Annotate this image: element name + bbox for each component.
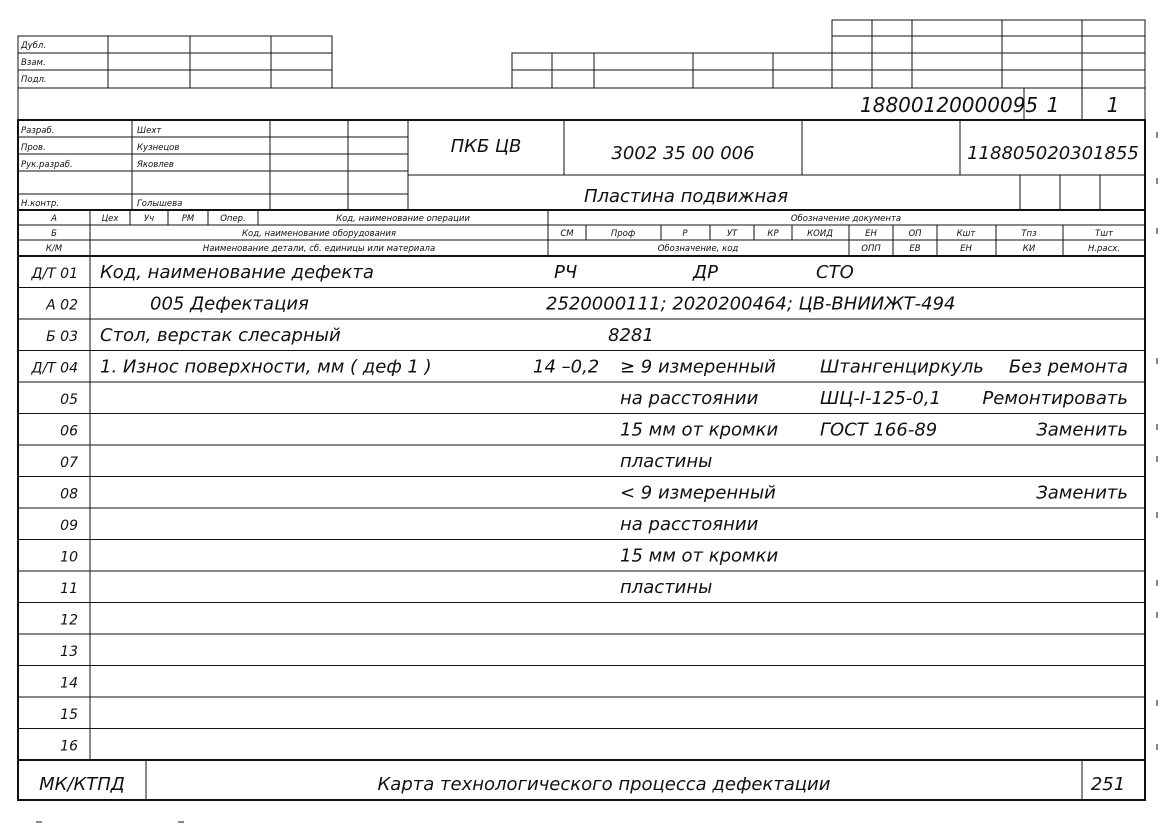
hdr-uch: Уч	[143, 214, 155, 224]
form-code: МК/КТПД	[39, 774, 125, 795]
hdr-km: К/М	[45, 244, 63, 254]
hdr-a: А	[51, 214, 57, 224]
row-cell-c3: пластины	[620, 577, 713, 598]
row-cell-c3: пластины	[620, 451, 713, 472]
row-cell-c4: ГОСТ 166-89	[820, 419, 938, 441]
row-cell-c3: на расстоянии	[620, 514, 759, 535]
hdr-ki: КИ	[1022, 244, 1036, 254]
hdr-ev: ЕВ	[909, 244, 921, 254]
row-cell-c3: 15 мм от кромки	[620, 545, 779, 567]
row-number: А 02	[46, 297, 78, 314]
hdr-nrash: Н.расх.	[1087, 244, 1121, 254]
row-number: 06	[60, 423, 78, 440]
row-number: 10	[60, 549, 78, 566]
document-number: 18800120000095	[860, 93, 1039, 117]
row-cell-c3: на расстоянии	[620, 388, 759, 409]
hdr-kr: КР	[767, 229, 779, 239]
role-prov: Пров.	[21, 143, 46, 153]
footer-block	[18, 760, 1145, 800]
row-cell-c1: Стол, верстак слесарный	[100, 325, 341, 346]
hdr-kst: Кшт	[956, 229, 976, 239]
row-number: 15	[60, 707, 78, 723]
hdr-en2: ЕН	[960, 244, 972, 254]
page-number: 251	[1090, 774, 1126, 795]
hdr-tsht: Тшт	[1095, 229, 1113, 239]
hdr-detail: Наименование детали, сб. единицы или материала	[202, 244, 436, 254]
hdr-doc: Обозначение документа	[790, 214, 902, 224]
hdr-ceh: Цех	[101, 214, 119, 224]
row-cell-c3: ДР	[693, 262, 718, 283]
sheets-total: 1	[1106, 93, 1120, 117]
hdr-b: Б	[51, 229, 57, 239]
row-cell-c4: Штангенциркуль	[820, 356, 984, 378]
row-cell-c4: ШЦ-I-125-0,1	[820, 388, 941, 409]
row-number: Д/Т 01	[31, 266, 78, 282]
hdr-desig-code: Обозначение, код	[657, 244, 739, 254]
row-cell-c5: Заменить	[1036, 482, 1128, 504]
part-name: Пластина подвижная	[583, 186, 789, 207]
role-ruk: Рук.разраб.	[21, 160, 73, 170]
role-nkontr: Н.контр.	[21, 199, 60, 209]
row-cell-c5: Ремонтировать	[982, 388, 1128, 409]
row-number: 13	[60, 644, 78, 660]
row-cell-c3: < 9 измеренный	[620, 482, 776, 504]
hdr-prof: Проф	[610, 229, 636, 239]
hdr-equip: Код, наименование оборудования	[242, 229, 396, 239]
row-cell-c5: Без ремонта	[1008, 356, 1128, 378]
row-number: 12	[60, 612, 78, 629]
row-cell-c2: 8281	[608, 325, 654, 346]
document-number-row	[18, 88, 1145, 120]
row-cell-c4: СТО	[816, 262, 854, 283]
hdr-sm: СМ	[560, 229, 574, 239]
data-rows-grid	[18, 256, 1145, 760]
row-cell-c1: 005 Дефектация	[150, 293, 309, 315]
hdr-tpz: Тпз	[1021, 229, 1037, 239]
row-cell-c3: 15 мм от кромки	[620, 419, 779, 441]
podl-label: Подл.	[21, 75, 47, 85]
row-number: 08	[60, 486, 78, 503]
organization: ПКБ ЦВ	[450, 136, 522, 157]
row-number: Д/Т 04	[31, 360, 78, 377]
row-number: 07	[60, 455, 78, 471]
row-cell-c5: Заменить	[1036, 419, 1128, 441]
hdr-r: Р	[682, 229, 688, 239]
designation: 3002 35 00 006	[611, 143, 755, 164]
hdr-rm: РМ	[181, 214, 195, 224]
hdr-ut: УТ	[726, 229, 738, 239]
hdr-koid: КОИД	[807, 229, 833, 239]
hdr-en: ЕН	[865, 229, 877, 239]
hdr-opp: ОПП	[861, 244, 881, 254]
row-cell-c1: 1. Износ поверхности, мм ( деф 1 )	[100, 356, 432, 378]
top-left-approval-block	[18, 36, 332, 88]
name-prov: Кузнецов	[137, 143, 180, 153]
row-cell-c1: Код, наименование дефекта	[100, 262, 374, 283]
vzam-label: Взам.	[21, 58, 46, 68]
row-cell-c3: ≥ 9 измеренный	[620, 356, 776, 378]
name-razrab: Шехт	[137, 126, 162, 136]
role-razrab: Разраб.	[21, 126, 55, 136]
row-cell-c2: 2520000111; 2020200464; ЦВ-ВНИИЖТ-494	[546, 293, 956, 315]
title-block	[18, 120, 1145, 210]
part-code: 118805020301855	[967, 143, 1139, 164]
row-cell-c2: 14 –0,2	[533, 356, 600, 378]
hdr-op: ОП	[908, 229, 922, 239]
sheet-number: 1	[1046, 93, 1060, 117]
row-number: 05	[60, 392, 78, 408]
column-header-rows	[18, 210, 1145, 256]
form-title: Карта технологического процесса дефектации	[377, 774, 831, 795]
name-nkontr: Голышева	[137, 199, 183, 209]
row-number: 11	[60, 581, 78, 597]
row-cell-c2: РЧ	[554, 262, 578, 283]
dubl-label: Дубл.	[21, 41, 47, 51]
row-number: 16	[60, 738, 78, 755]
hdr-op-code: Код, наименование операции	[336, 214, 470, 224]
row-number: Б 03	[46, 329, 78, 345]
row-number: 14	[60, 675, 78, 692]
hdr-oper: Опер.	[220, 214, 246, 224]
top-right-change-grid	[512, 20, 1145, 88]
row-number: 09	[60, 518, 78, 534]
name-ruk: Яковлев	[137, 160, 174, 170]
